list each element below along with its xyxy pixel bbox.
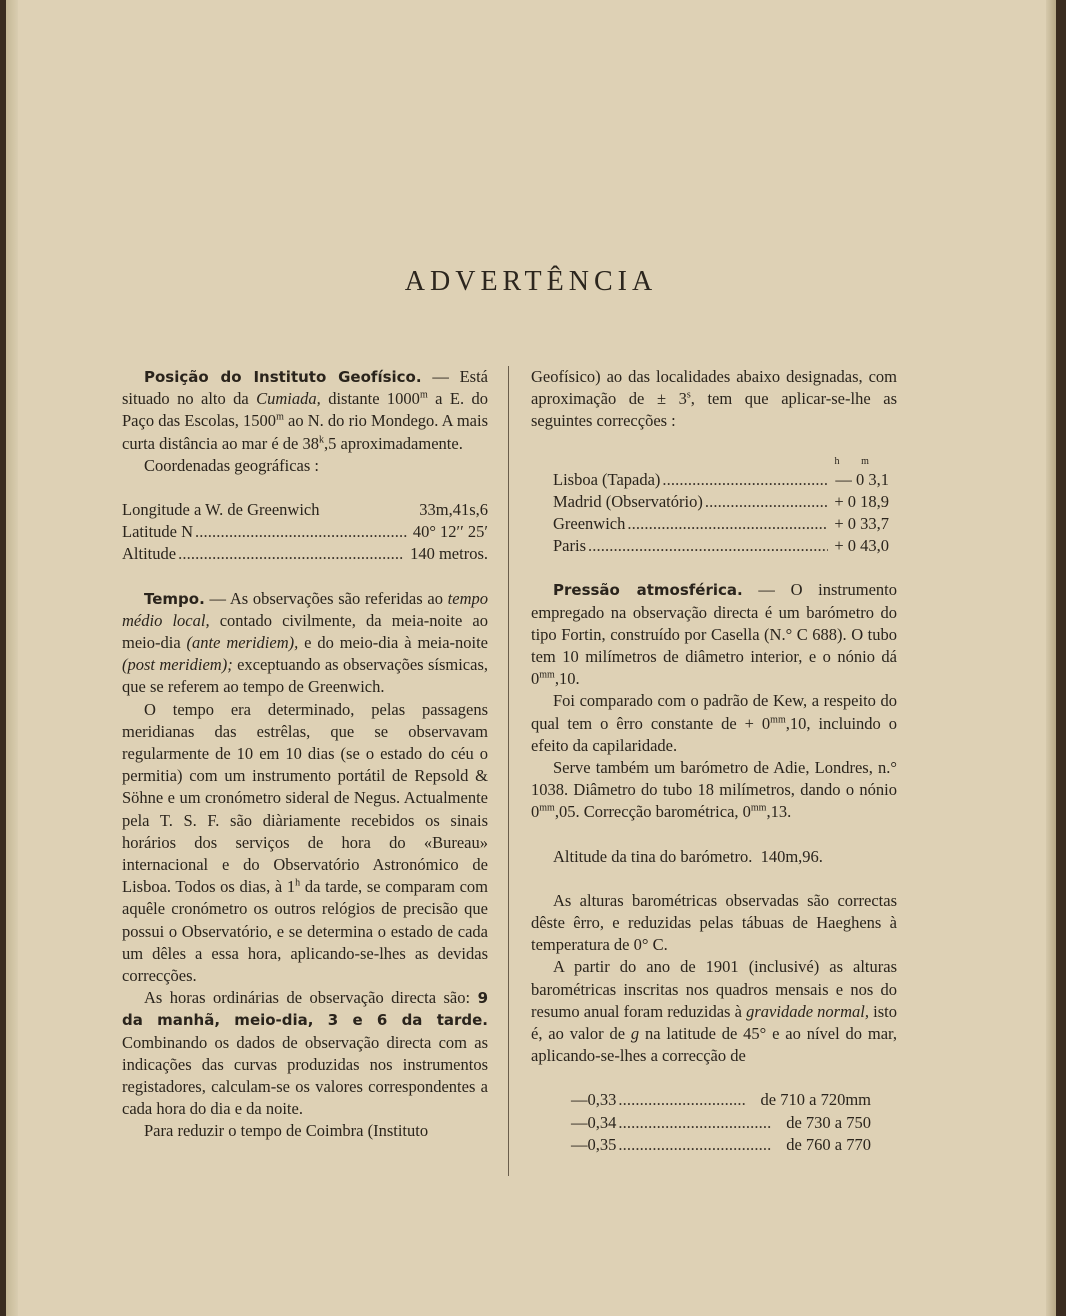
units-header: h m xyxy=(834,455,869,467)
coordinate-row: Longitude a W. de Greenwich 33m,41s,6 xyxy=(122,500,488,520)
paragraph-posicao: Posição do Instituto Geofísico. — Está situado no alto da Cumiada, distante 1000$^m$ a E. do Paço das Escolas, 1500$^m$ ao N. do rio Mondego. A mais curta distância ao mar é de 38$^k$,5 aproximadamente. xyxy=(122,367,488,453)
paragraph-adie: Serve também um barómetro de Adie, Londres, n.° 1038. Diâmetro do tubo 18 milímetros, dando o nónio $0^{mm},05$. Correcção barométrica, $0^{mm},13$. xyxy=(531,757,897,822)
left-column xyxy=(122,366,488,1143)
paragraph-partir: A partir do ano de 1901 (inclusivé) as alturas barométricas inscritas nos quadros mensais e nos do resumo anual foram reduzidas à gravidade normal, isto é, ao valor de g na latitude de 45° e ao nível do mar, aplicando-se-lhes a correcção de xyxy=(531,957,897,1066)
paragraph-horas: As horas ordinárias de observação directa são: 9 da manhã, meio-dia, 3 e 6 da tarde. Combinando os dados de observação directa com as indicações das curvas produzidas nos instrumentos registadores, calculam-se os valores correspondentes a cada hora do dia e da noite. xyxy=(122,988,488,1119)
section-heading-posicao: Posição do Instituto Geofísico. xyxy=(144,368,422,386)
paragraph-alturas: As alturas barométricas observadas são correctas dêste êrro, e reduzidas pelas tábuas de Haeghens à temperatura de 0° C. xyxy=(531,890,897,955)
coordinate-row: Latitude N . . . 40° 12′′ 25′ xyxy=(122,521,488,543)
paragraph-reduzir: Para reduzir o tempo de Coimbra (Instituto xyxy=(144,1121,429,1141)
section-heading-pressao: Pressão atmosférica. xyxy=(553,581,743,600)
correction-row: —0,33 . . . de 710 a 720mm xyxy=(531,1089,871,1111)
altitude-barometro: Altitude da tina do barómetro. 140m,96. xyxy=(553,846,823,866)
paragraph-kew: Foi comparado com o padrão de Kew, a respeito do qual tem o êrro constante de + $0^{mm},10$, incluindo o efeito da capilaridade. xyxy=(531,691,897,755)
place-row: Paris . . . + 0 43,0 xyxy=(553,535,889,557)
paragraph-coordenadas: Coordenadas geográficas : xyxy=(144,455,320,475)
correction-row: —0,34 . . . de 730 a 750 xyxy=(531,1112,871,1134)
paragraph-tempo: Tempo. — As observações são referidas ao tempo médio local, contado civilmente, da meia-noite ao meio-dia (ante meridiem), e do meio-dia à meia-noite (post meridiem); exceptuando as observações sísmicas, que se referem ao tempo de Greenwich. xyxy=(122,588,489,697)
column-divider xyxy=(508,366,509,1176)
place-row: Greenwich . . . + 0 33,7 xyxy=(553,513,889,535)
coordinates-table xyxy=(122,499,488,566)
page-title: ADVERTÊNCIA xyxy=(404,266,658,297)
page-spine xyxy=(6,0,18,1316)
correction-row: —0,35 . . . de 760 a 770 xyxy=(531,1134,871,1156)
page-edge xyxy=(1046,0,1056,1316)
paragraph-pressao: Pressão atmosférica. — O instrumento empregado na observação directa é um barómetro do tipo Fortin, construído por Casella (N.° C 688). O tubo tem 10 milímetros de diâmetro interior, e o nónio dá $0^{mm},10$. xyxy=(531,580,897,689)
paragraph-determinacao: O tempo era determinado, pelas passagens meridianas das estrêlas, que se observavam regularmente de 10 em 10 dias (se o estado do céu o permitia) com um instrumento portátil de Repsold & Söhne e um cronómetro sideral de Negus. Actualmente pela T. S. F. são diàriamente recebidos os sinais horários dos serviços de hora do «Bureau» internacional e do Observatório Astronómico de Lisboa. Todos os dias, à 1$^h$ da tarde, se comparam com aquêle cronómetro os outros relógios de precisão que possui o Observatório, e se determina o estado de cada um dêles a essa hora, aplicando-se-lhes as devidas correcções. xyxy=(122,699,488,986)
coordinate-row: Altitude . . . 140 metros. xyxy=(122,543,488,565)
gravity-corrections xyxy=(531,1089,897,1156)
paragraph-continuation: Geofísico) ao das localidades abaixo designadas, com aproximação de ± $3^s$, tem que aplicar-se-lhe as seguintes correcções : xyxy=(531,367,897,431)
place-row: Madrid (Observatório) . . . + 0 18,9 xyxy=(553,491,889,513)
document-page xyxy=(6,0,1056,1316)
place-row: Lisboa (Tapada) . . . — 0 3,1 xyxy=(553,469,889,491)
section-heading-tempo: Tempo. xyxy=(144,589,205,608)
right-column xyxy=(531,366,897,1156)
corrections-table xyxy=(531,469,897,558)
